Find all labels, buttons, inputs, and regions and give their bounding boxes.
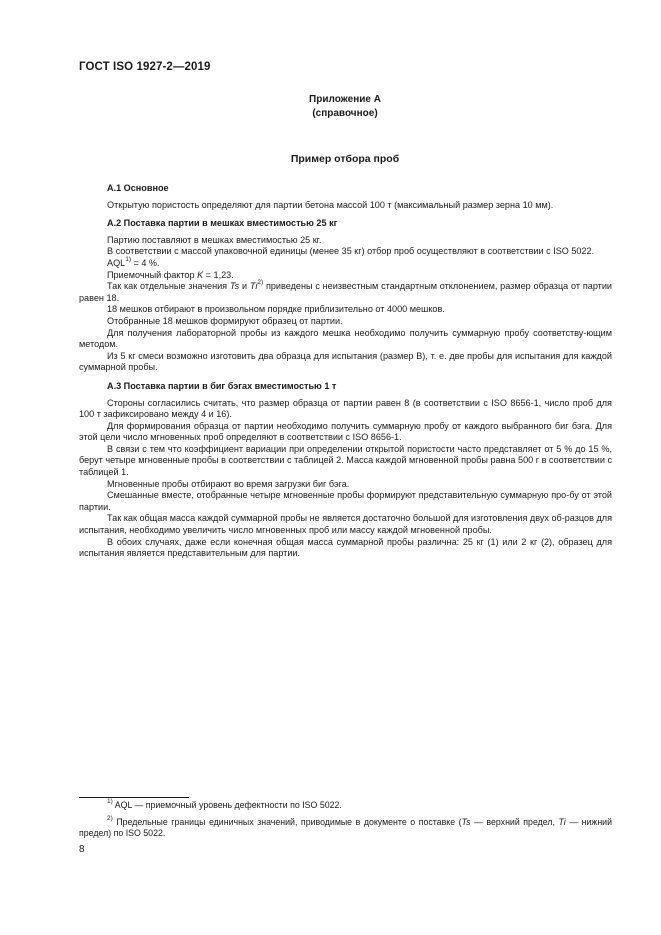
footnote-1-text: AQL — приемочный уровень дефектности по ISO 5022. xyxy=(112,800,342,810)
aql-term: AQL xyxy=(107,257,126,268)
footnote-2-tail: — нижний предел) по ISO 5022. xyxy=(79,816,613,839)
footnote-ti: Ti xyxy=(558,816,566,827)
document-header: ГОСТ ISO 1927-2—2019 xyxy=(79,61,211,73)
annex-title: Пример отбора проб xyxy=(290,153,400,165)
footnotes xyxy=(79,800,612,845)
acceptance-factor-value: = 1,23. xyxy=(203,269,234,280)
section-a3-paragraph-6: Так как общая масса каждой суммарной пробы не является достаточно большой для изготовления двух об-разцов для испытания, необходимо увеличить число мгновенных проб или массу каждой мгновенной пробы. xyxy=(79,513,612,536)
section-a2-paragraph-3: 18 мешков отбирают в произвольном порядке приблизительно от 4000 мешков. xyxy=(107,304,445,315)
section-a2-aql xyxy=(79,255,612,270)
footnote-2-mark: 2) xyxy=(107,814,113,822)
section-a3-paragraph-1: Стороны согласились считать, что размер образца от партии равен 8 (в соответствии с ISO 8656-1, число проб для 100 т зафиксировано между 4 и 16). xyxy=(79,397,612,420)
footnote-divider xyxy=(79,797,189,798)
section-a2-paragraph-4: Отобранные 18 мешков формируют образец от партии. xyxy=(107,315,343,326)
footnote-2 xyxy=(79,814,613,840)
aql-value: = 4 %. xyxy=(130,257,160,268)
footnote-1 xyxy=(79,800,612,812)
section-a2-acceptance-factor xyxy=(79,270,612,282)
acceptance-factor-label: Приемочный фактор xyxy=(107,269,198,280)
footnote-1-mark: 1) xyxy=(107,798,113,806)
section-a2-paragraph-1: Партию поставляют в мешках вместимостью 25 кг. xyxy=(107,234,322,245)
section-a2-paragraph-6: Из 5 кг смеси возможно изготовить два образца для испытания (размер В), т. е. две пробы для испытания для каждой суммарной пробы. xyxy=(79,350,612,373)
section-a2-paragraph-5: Для получения лабораторной пробы из каждого мешка необходимо получить суммарную пробу соответству-ющим методом. xyxy=(79,327,612,350)
section-a1-paragraph: Открытую пористость определяют для партии бетона массой 100 т (максимальный размер зерна 10 мм). xyxy=(107,199,554,210)
section-a3-heading: А.3 Поставка партии в биг бэгах вместимостью 1 т xyxy=(107,380,337,391)
annex-label: Приложение А xyxy=(309,94,381,105)
annex-body xyxy=(79,183,612,560)
footnote-2-mid: — верхний предел, xyxy=(470,816,559,827)
section-a3-paragraph-4: Мгновенные пробы отбирают во время загрузки биг бэга. xyxy=(107,478,350,489)
and-word: и xyxy=(239,281,250,292)
section-a3-paragraph-7: В обоих случаях, даже если конечная общая масса суммарной пробы различна: 25 кг (1) или 2 кг (2), образец для испытания является представительным для партии. xyxy=(79,536,612,559)
section-a3-paragraph-2: Для формирования образца от партии необходимо получить суммарную пробу от каждого выбранного биг бэга. Для этой цели число мгновенных проб определяют в соответствии с ISO 8656-1. xyxy=(79,420,612,443)
ti-variable: Ti xyxy=(249,281,258,292)
sample-size-tail: приведены с неизвестным стандартным отклонением, размер образца от партии равен 18. xyxy=(79,281,612,303)
section-a3-paragraph-5: Смешанные вместе, отобранные четыре мгновенные пробы формируют представительную суммарную про-бу от этой партии. xyxy=(79,490,612,512)
footnote-ts: Ts xyxy=(461,816,471,827)
annex-heading xyxy=(0,93,661,121)
sample-size-lead: Так как отдельные значения xyxy=(107,281,230,292)
section-a3-paragraph-3: В связи с тем что коэффициент вариации при определении открытой пористости часто представляет от 5 % до 15 %, берут четыре мгновенные пробы в соответствии с таблицей 2. Масса каждой мгновенной пробы равна 500 г в соответствии с таблицей 1. xyxy=(79,443,612,478)
section-a2-heading: А.2 Поставка партии в мешках вместимостью 25 кг xyxy=(107,218,338,229)
footnote-ref-2: 2) xyxy=(257,279,264,287)
annex-kind: (справочное) xyxy=(312,108,378,119)
section-a1-heading: А.1 Основное xyxy=(107,183,169,193)
k-variable: K xyxy=(197,269,204,280)
footnote-2-lead: Предельные границы единичных значений, приводимые в документе о поставке ( xyxy=(112,816,462,827)
section-a2-sample-size xyxy=(79,281,612,304)
page-number: 8 xyxy=(79,844,85,855)
ts-variable: Ts xyxy=(229,281,240,292)
section-a2-paragraph-2: В соответствии с массой упаковочной единицы (менее 35 кг) отбор проб осуществляют в соответствии с ISO 5022. xyxy=(107,246,595,257)
footnote-ref-1: 1) xyxy=(125,255,131,263)
